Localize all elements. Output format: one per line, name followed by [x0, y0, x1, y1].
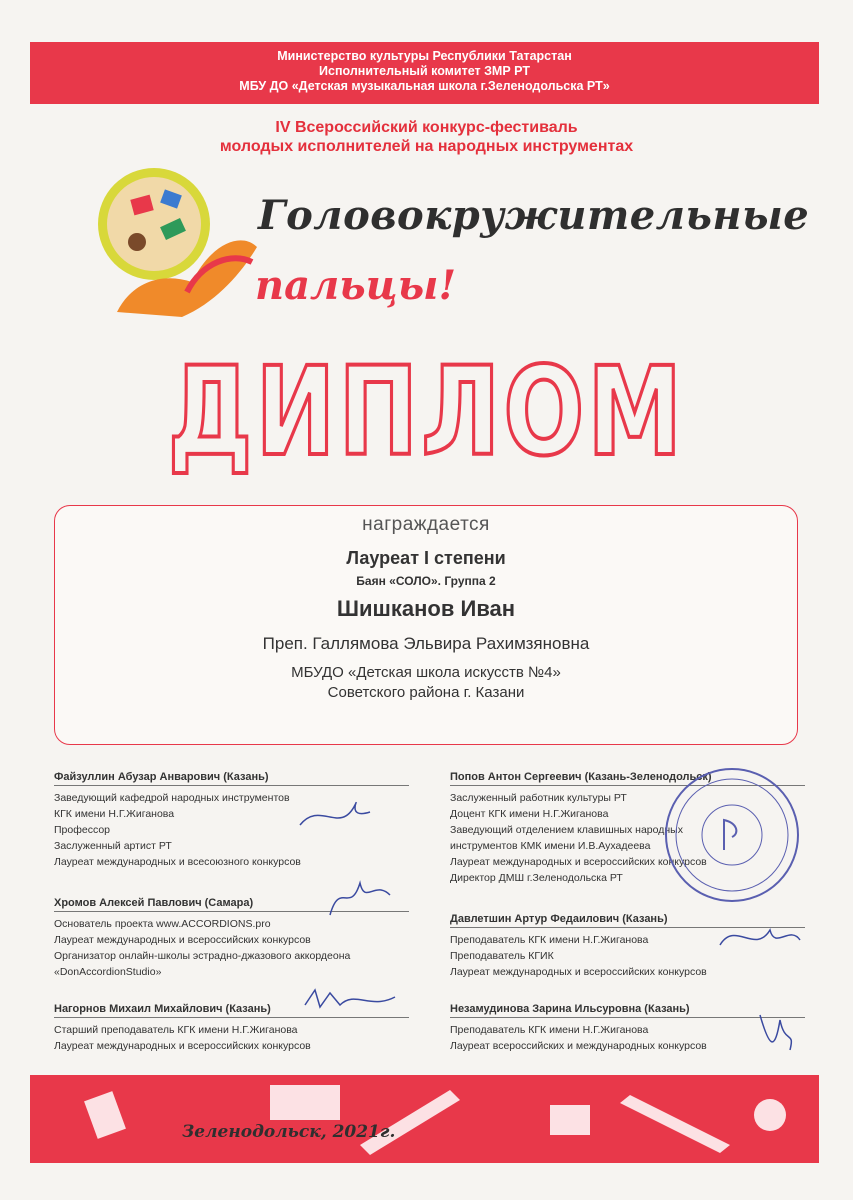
official-stamp: [662, 765, 802, 905]
jury-role: Лауреат международных и всероссийских конкурсов: [54, 934, 311, 946]
jury-role: Лауреат международных и всероссийских конкурсов: [54, 1040, 311, 1052]
jury-role: Преподаватель КГК имени Н.Г.Жиганова: [450, 934, 649, 946]
jury-role: Старший преподаватель КГК имени Н.Г.Жиганова: [54, 1024, 298, 1036]
jury-role: Лауреат международных и всероссийских конкурсов: [450, 856, 707, 868]
jury-name: Файзуллин Абузар Анварович (Казань): [54, 771, 409, 786]
jury-role: Лауреат всероссийских и международных конкурсов: [450, 1040, 707, 1052]
winner-name: Шишканов Иван: [336, 596, 516, 621]
jury-role: Заслуженный работник культуры РТ: [450, 792, 627, 804]
jury-role: Профессор: [54, 824, 111, 836]
jury-name: Попов Антон Сергеевич (Казань-Зеленодольск): [450, 771, 805, 786]
header-band: [30, 42, 819, 104]
jury-name: Незамудинова Зарина Ильсуровна (Казань): [450, 1003, 805, 1018]
jury-role: Организатор онлайн-школы эстрадно-джазового аккордеона: [54, 950, 351, 962]
jury-role: Доцент КГК имени Н.Г.Жиганова: [450, 808, 609, 820]
jury-role: инструментов КМК имени И.В.Аухадеева: [450, 840, 651, 852]
festival-title-line1: IV Всероссийский конкурс-фестиваль: [275, 119, 578, 136]
jury-role: Лауреат международных и всероссийских конкурсов: [450, 966, 707, 978]
jury-role: Основатель проекта www.ACCORDIONS.pro: [54, 918, 271, 930]
jury-role: Лауреат международных и всесоюзного конкурсов: [54, 856, 301, 868]
award-degree: Лауреат I степени: [346, 548, 506, 568]
header-line-school: МБУ ДО «Детская музыкальная школа г.Зеленодольска РТ»: [239, 79, 610, 93]
festival-title-line2: молодых исполнителей на народных инструментах: [219, 138, 634, 155]
jury-name: Давлетшин Артур Федаилович (Казань): [450, 913, 805, 928]
jury-role: «DonAccordionStudio»: [54, 966, 162, 978]
city-year: Зеленодольск, 2021г.: [182, 1122, 396, 1142]
signature-faizullin: [295, 790, 375, 840]
jury-role: Директор ДМШ г.Зеленодольска РТ: [450, 872, 623, 884]
diploma-title: ДИПЛОМ: [167, 341, 686, 483]
signature-davletshin: [715, 915, 805, 960]
festival-logo: [92, 162, 262, 322]
jury-role: Преподаватель КГК имени Н.Г.Жиганова: [450, 1024, 649, 1036]
award-category: Баян «СОЛО». Группа 2: [356, 574, 496, 588]
jury-name: Хромов Алексей Павлович (Самара): [54, 897, 409, 912]
signature-nagornov: [300, 985, 400, 1015]
footer-band: [30, 1075, 819, 1163]
brand-title-line1: Головокружительные: [258, 192, 810, 239]
signature-nezamudinova: [750, 1010, 800, 1055]
award-box: [54, 505, 798, 745]
school-line1: МБУДО «Детская школа искусств №4»: [291, 664, 561, 681]
jury-role: КГК имени Н.Г.Жиганова: [54, 808, 175, 820]
jury-name: Нагорнов Михаил Михайлович (Казань): [54, 1003, 409, 1018]
jury-role: Заведующий отделением клавишных народных: [450, 824, 683, 836]
jury-role: Преподаватель КГИК: [450, 950, 554, 962]
festival-title: [0, 118, 853, 156]
awarded-label: награждается: [362, 514, 490, 535]
jury-role: Заслуженный артист РТ: [54, 840, 172, 852]
teacher-name: Преп. Галлямова Эльвира Рахимзяновна: [262, 634, 590, 653]
signature-khromov: [325, 875, 395, 920]
header-line-ministry: Министерство культуры Республики Татарстан: [277, 49, 572, 63]
brand-title-line2: пальцы!: [255, 262, 457, 309]
jury-role: Заведующий кафедрой народных инструментов: [54, 792, 290, 804]
header-line-committee: Исполнительный комитет ЗМР РТ: [319, 64, 530, 78]
school-line2: Советского района г. Казани: [327, 684, 525, 701]
